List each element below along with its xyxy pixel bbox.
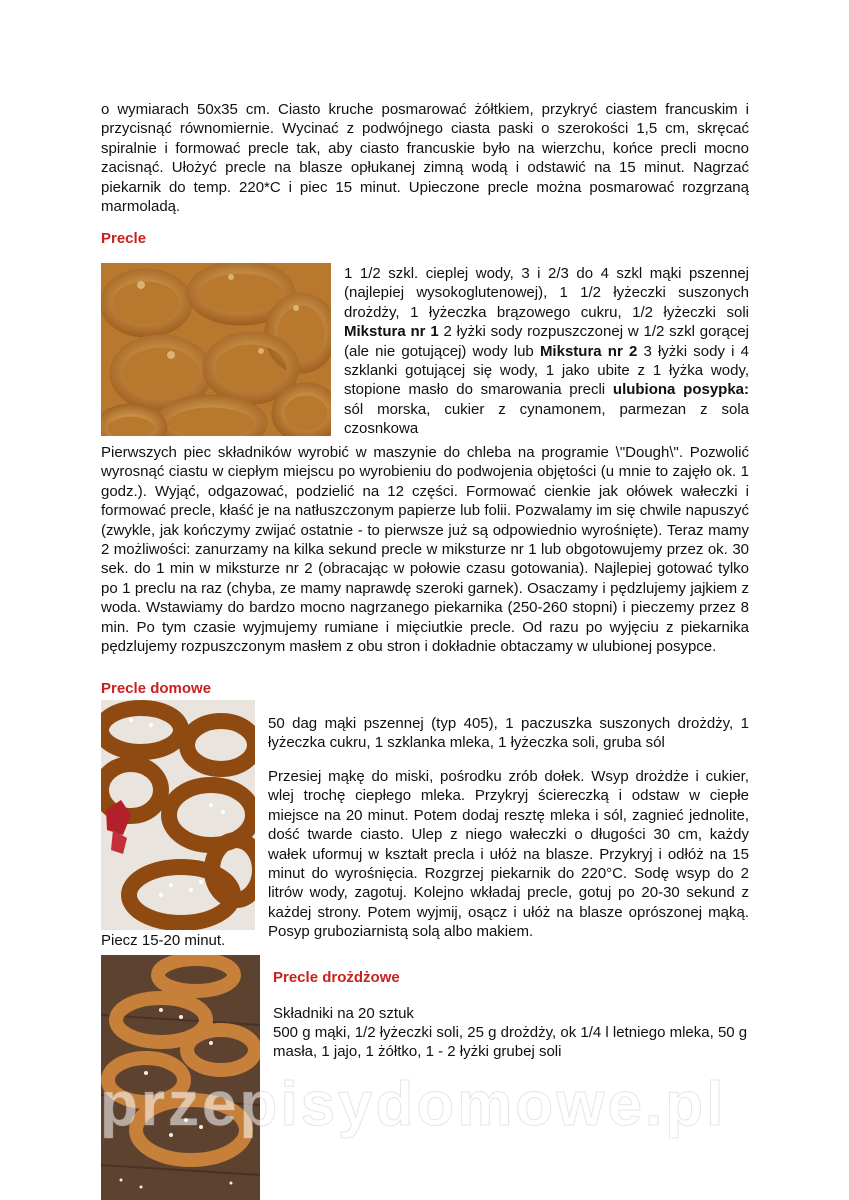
ingredients-part-4: sól morska, cukier z cynamonem, parmezan z sola czosnkowa <box>344 400 749 438</box>
recipe-title-precle-domowe: Precle domowe <box>101 680 212 697</box>
pretzel-pile-image <box>101 263 331 436</box>
precle-domowe-method: Przesiej mąkę do miski, pośrodku zrób dołek. Wsyp drożdże i cukier, wlej trochę ciepłego mleka. Przykryj ściereczką i odstaw w ciepłe miejsce na 20 minut. Potem dodaj resztę mleka i sól, zagnieć jednolite, dość twarde ciasto. Ulep z niego wałeczki o długości 30 cm, każdy wałek uformuj w kształt precla i ułóż na blasze. Przykryj i odłóż na 15 minut do wyrośnięcia. Rozgrzej piekarnik do 220°C. Sodę wsyp do 2 litrów wody, zagotuj. Kolejno wkładaj precle, gotuj po 20-30 sekund z każdej strony. Potem wyjmij, osącz i ułóż na blasze oprószonej mąką. Posyp gruboziarnistą solą albo makiem. <box>268 768 749 941</box>
ingredients-part-3: 3 łyżki sody i 4 szklanki gotującej się wody, 1 jako ubite z 1 łyżka wody, stopione masło do smarowania precli <box>344 342 749 399</box>
precle-ingredients <box>344 264 749 439</box>
ingredients-part-1: 1 1/2 szkl. cieplej wody, 3 i 2/3 do 4 szkl mąki pszennej (najlepiej wysokoglutenowej), 1 1/2 łyżeczki suszonych drożdży, 1 łyżeczka brązowego cukru, 1/2 łyżeczki soli <box>344 265 749 321</box>
mikstura-2-label: Mikstura nr 2 <box>539 342 638 360</box>
posypka-label: ulubiona posypka: <box>612 381 750 399</box>
precle-drozdzowe-ingredients: 500 g mąki, 1/2 łyżeczki soli, 25 g drożdży, ok 1/4 l letniego mleka, 50 g masła, 1 jajo, 1 żółtko, 1 - 2 łyżki grubej soli <box>273 1024 748 1061</box>
intro-paragraph: o wymiarach 50x35 cm. Ciasto kruche posmarować żółtkiem, przykryć ciastem francuskim i przycisnąć równomiernie. Wycinać z podwójnego ciasta paski o szerokości 1,5 cm, skręcać spiralnie i formować precle tak, aby ciasto francuskie było na wierzchu, końce precli mocno zacisnąć. Ułożyć precle na blasze opłukanej zimną wodą i odstawić na 15 minut. Nagrzać piekarnik do temp. 220*C i piec 15 minut. Upieczone precle można posmarować rozgrzaną marmoladą. <box>101 101 749 216</box>
ingredients-part-2: 2 łyżki sody rozpuszczonej w 1/2 szkl gorącej (ale nie gotującej) wody lub <box>344 323 749 360</box>
precle-method: Pierwszych piec składników wyrobić w maszynie do chleba na programie \"Dough\". Pozwolić wyrosnąć ciastu w ciepłym miejscu po wyrobieniu do podwojenia objętości (u mnie to zajęło ok. 1 godz.). Wyjąć, odgazować, podzielić na 12 części. Formować cienkie jak ołówek wałeczki i formować precle, kłaść je na natłuszczonym papierze lub folii. Pozwalamy im się chwile napuszyć (zwykle, jak kończymy zwijać ostatnie - to pierwsze już są odpowiednio wyrośnięte). Teraz mamy 2 możliwości: zanurzamy na kilka sekund precle w miksturze nr 1 lub obgotowujemy przez ok. 30 sek. do 1 min w miksturze nr 2 (obracając w połowie czasu gotowania). Najlepiej gotować tylko po 1 preclu na raz (chyba, ze mamy naprawdę szeroki garnek). Osaczamy i pędzlujemy jajkiem z woda. Wstawiamy do bardzo mocno nagrzanego piekarnika (250-260 stopni) i pieczemy przez 8 min. Po tym czasie wyjmujemy rumiane i mięciutkie precle. Od razu po wyjęciu z piekarnika pędzlujemy rozpuszczonym masłem z obu stron i dokładnie obtaczamy w ulubionej posypce. <box>101 444 749 656</box>
soft-pretzels-image <box>101 700 255 930</box>
precle-domowe-photo <box>101 700 255 930</box>
precle-domowe-method-end: Piecz 15-20 minut. <box>101 932 226 949</box>
mikstura-1-label: Mikstura nr 1 <box>344 323 439 341</box>
precle-domowe-ingredients: 50 dag mąki pszennej (typ 405), 1 paczuszka suszonych drożdży, 1 łyżeczka cukru, 1 szklanka mleka, 1 łyżeczka soli, gruba sól <box>268 715 749 752</box>
precle-drozdzowe-servings: Składniki na 20 sztuk <box>273 1005 414 1022</box>
site-watermark: przepisydomowe.pl <box>100 1070 727 1139</box>
recipe-title-precle-drozdzowe: Precle drożdżowe <box>273 969 400 986</box>
recipe-title-precle: Precle <box>101 230 147 247</box>
precle-photo <box>101 263 331 436</box>
